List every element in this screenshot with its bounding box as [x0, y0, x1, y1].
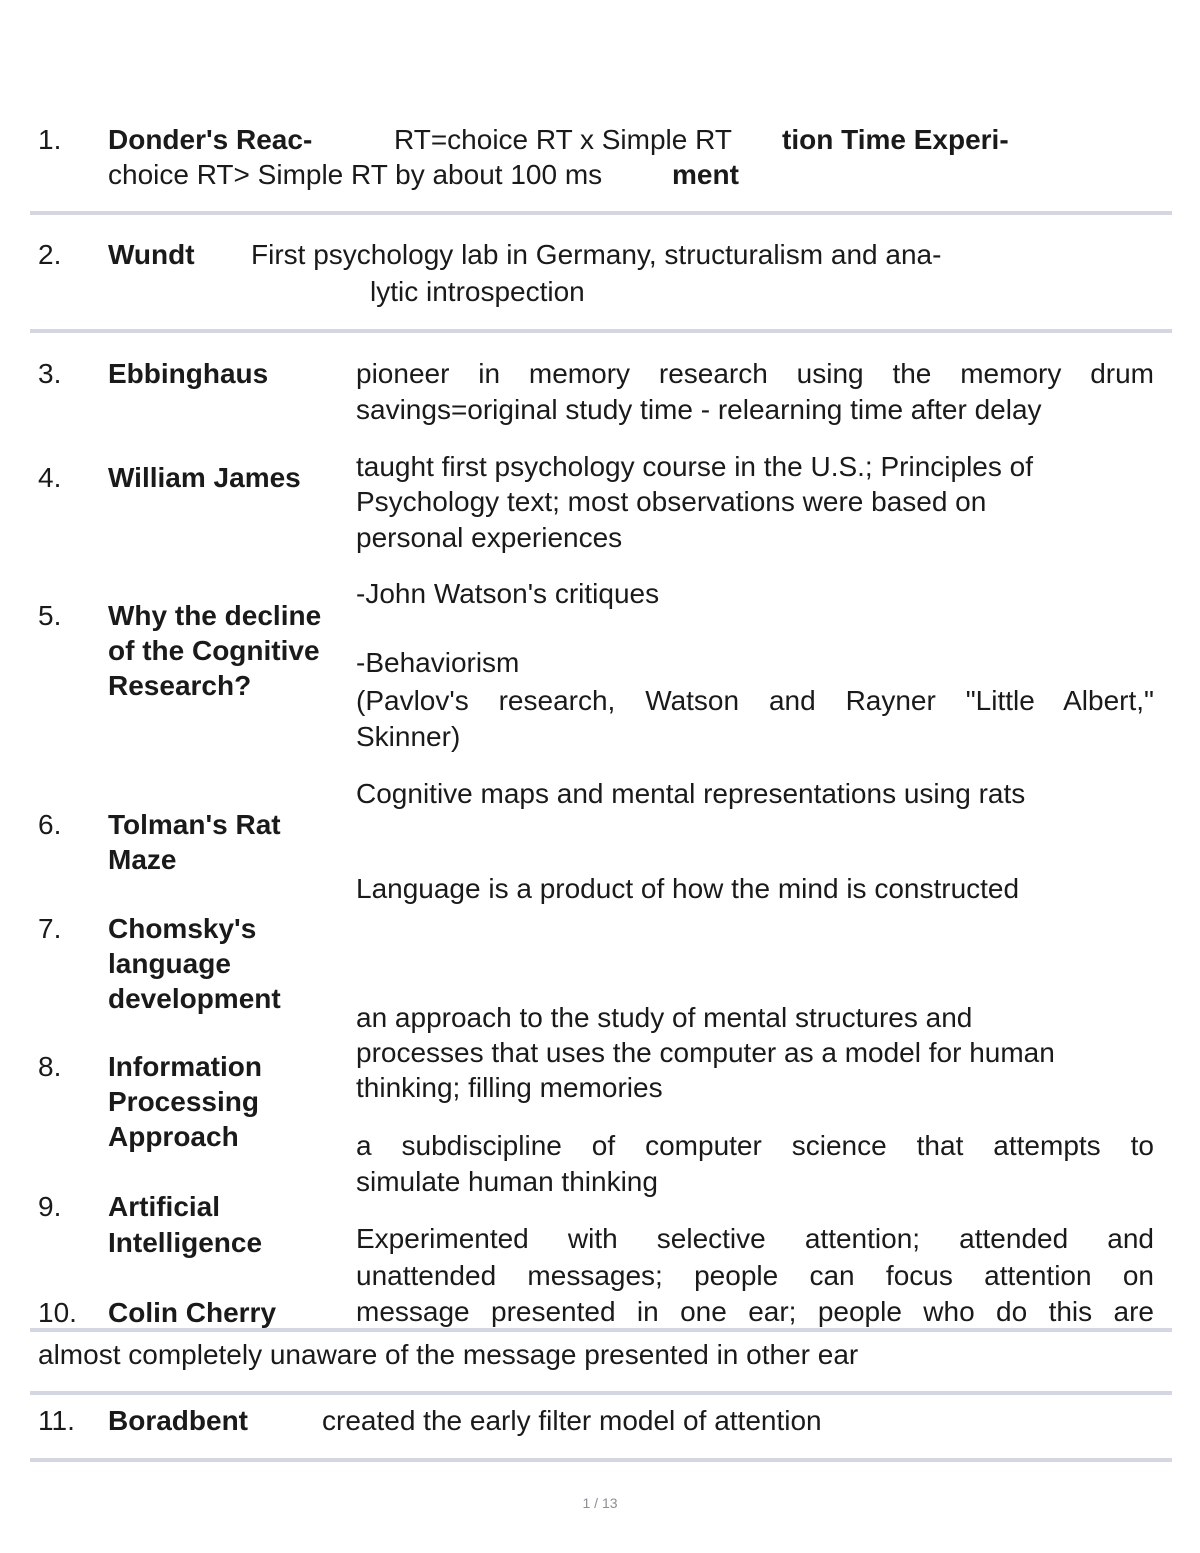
card-definition: simulate human thinking [356, 1166, 658, 1197]
card-number: 10. [38, 1297, 77, 1328]
card-term: Tolman's Rat [108, 809, 281, 840]
card-number: 3. [38, 358, 62, 389]
card-term: development [108, 983, 281, 1014]
card-term: ment [672, 159, 739, 190]
card-term: tion Time Experi- [782, 124, 1009, 155]
card-term: Information [108, 1051, 262, 1082]
card-definition: choice RT> Simple RT by about 100 ms [108, 159, 603, 190]
card-term: Approach [108, 1121, 239, 1152]
card-term: Colin Cherry [108, 1297, 277, 1328]
card-term: Artificial [108, 1191, 221, 1222]
card-definition: pioneer in memory research using the memory drum [356, 358, 1154, 389]
card-term: Donder's Reac- [108, 124, 313, 155]
card-number: 11. [38, 1405, 75, 1436]
card-definition: Skinner) [356, 721, 461, 752]
card-definition: almost completely unaware of the message presented in other ear [38, 1339, 859, 1370]
card-definition: Psychology text; most observations were based on [356, 486, 987, 517]
card-definition: created the early filter model of attention [322, 1405, 822, 1436]
card-term: Intelligence [108, 1227, 263, 1258]
card-divider [30, 1328, 1172, 1332]
card-definition: (Pavlov's research, Watson and Rayner "Little Albert," [356, 685, 1154, 716]
card-definition: Language is a product of how the mind is constructed [356, 873, 1020, 904]
card-definition: a subdiscipline of computer science that attempts to [356, 1130, 1154, 1161]
card-definition: First psychology lab in Germany, structuralism and ana- [251, 239, 942, 270]
card-definition: Cognitive maps and mental representations using rats [356, 778, 1026, 809]
card-definition: lytic introspection [370, 276, 585, 307]
card-definition: -John Watson's critiques [356, 578, 660, 609]
card-definition: unattended messages; people can focus attention on [356, 1260, 1154, 1291]
card-number: 7. [38, 913, 62, 944]
card-term: Ebbinghaus [108, 358, 269, 389]
card-definition: an approach to the study of mental structures and [356, 1002, 973, 1033]
card-definition: taught first psychology course in the U.S.; Principles of [356, 451, 1033, 482]
card-term: William James [108, 462, 301, 493]
card-term: Boradbent [108, 1405, 248, 1436]
page-indicator: 1 / 13 [582, 1495, 618, 1511]
card-divider [30, 1391, 1172, 1395]
card-definition: -Behaviorism [356, 647, 520, 678]
card-divider [30, 1458, 1172, 1462]
card-number: 6. [38, 809, 62, 840]
card-term: language [108, 948, 231, 979]
card-term: Research? [108, 670, 252, 701]
card-definition: Experimented with selective attention; attended and [356, 1223, 1154, 1254]
card-definition: processes that uses the computer as a model for human [356, 1037, 1055, 1068]
card-number: 4. [38, 462, 62, 493]
card-term: Processing [108, 1086, 259, 1117]
card-number: 1. [38, 124, 62, 155]
card-number: 9. [38, 1191, 62, 1222]
card-definition: message presented in one ear; people who do this are [356, 1296, 1154, 1327]
card-number: 5. [38, 600, 62, 631]
card-definition: RT=choice RT x Simple RT [394, 124, 732, 155]
card-term: Wundt [108, 239, 195, 270]
card-definition: thinking; filling memories [356, 1072, 663, 1103]
card-divider [30, 329, 1172, 333]
card-definition: savings=original study time - relearning time after delay [356, 394, 1042, 425]
card-number: 2. [38, 239, 62, 270]
card-definition: personal experiences [356, 522, 623, 553]
card-term: Why the decline [108, 600, 322, 631]
card-term: of the Cognitive [108, 635, 320, 666]
card-divider [30, 211, 1172, 215]
card-number: 8. [38, 1051, 62, 1082]
card-term: Chomsky's [108, 913, 257, 944]
card-term: Maze [108, 844, 177, 875]
